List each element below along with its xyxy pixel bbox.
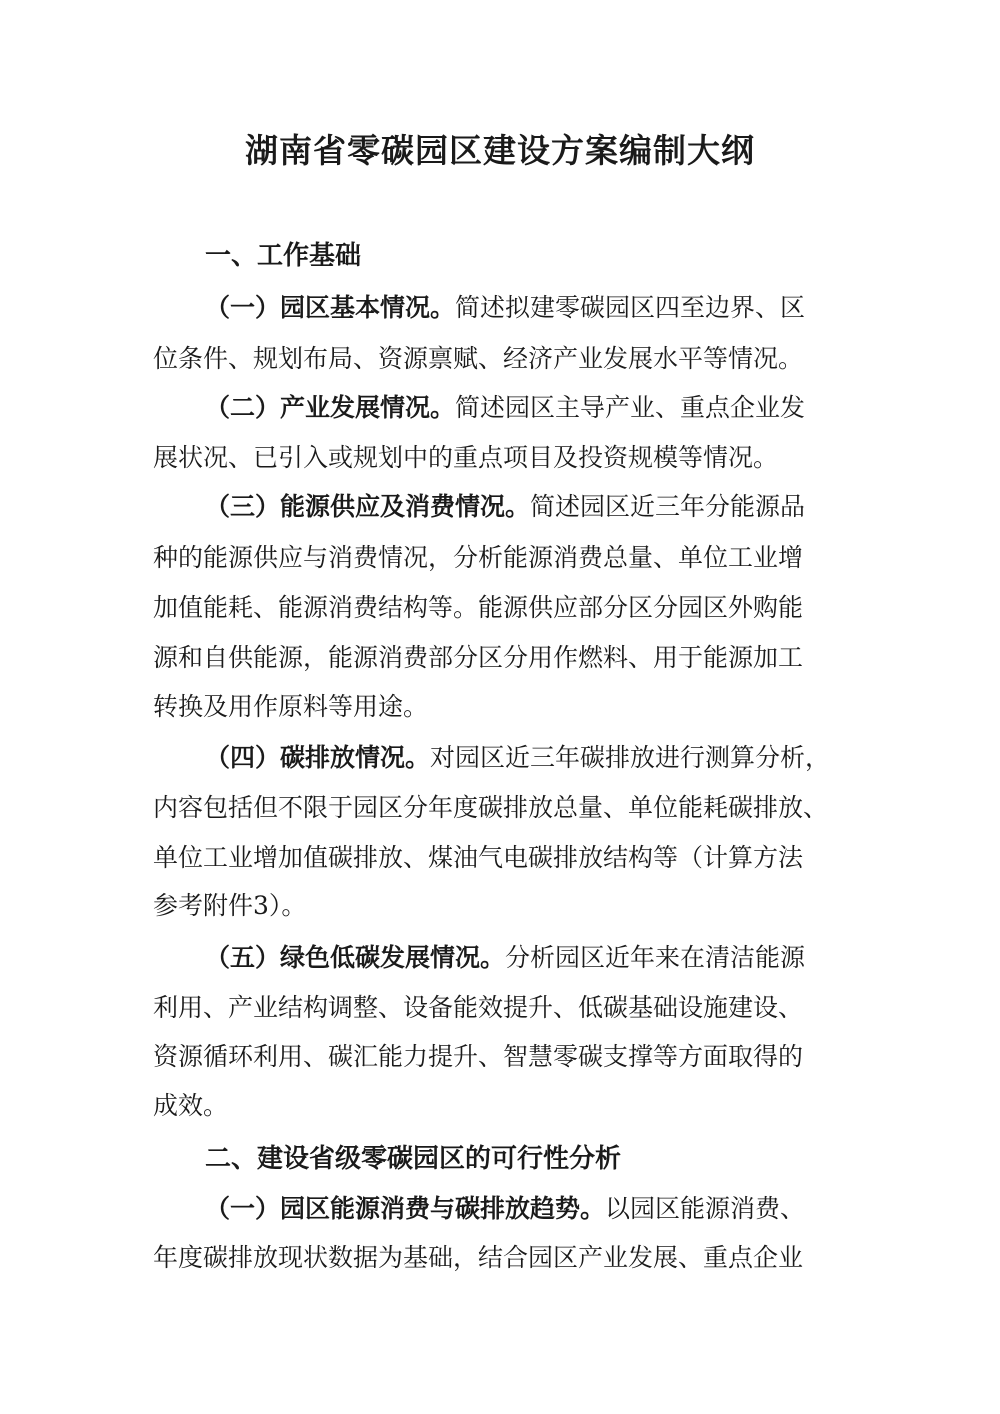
paragraph-label: （四）碳排放情况。: [205, 743, 431, 772]
paragraph-line: 种的能源供应与消费情况，分析能源消费总量、单位工业增: [153, 543, 804, 572]
paragraph-text: 对园区近三年碳排放进行测算分析，: [430, 743, 831, 772]
paragraph-text: 简述园区主导产业、重点企业发: [455, 393, 806, 422]
paragraph-line: 位条件、规划布局、资源禀赋、经济产业发展水平等情况。: [153, 344, 804, 373]
paragraph-line: [205, 388, 805, 428]
paragraph-text: 简述园区近三年分能源品: [530, 492, 806, 521]
paragraph-line: [205, 487, 805, 527]
paragraph-label: （三）能源供应及消费情况。: [205, 492, 531, 521]
paragraph-line: 年度碳排放现状数据为基础，结合园区产业发展、重点企业: [153, 1243, 804, 1272]
paragraph-line: 单位工业增加值碳排放、煤油气电碳排放结构等（计算方法: [153, 843, 804, 872]
paragraph-line: 加值能耗、能源消费结构等。能源供应部分区分园区外购能: [153, 593, 804, 622]
paragraph-line: [205, 738, 830, 778]
paragraph-line: [205, 938, 805, 978]
paragraph-line: 转换及用作原料等用途。: [153, 692, 429, 721]
paragraph-text: 以园区能源消费、: [605, 1194, 806, 1223]
paragraph-label: （一）园区基本情况。: [205, 293, 456, 322]
paragraph-line: 成效。: [153, 1091, 229, 1120]
section-heading-feasibility: 二、建设省级零碳园区的可行性分析: [205, 1144, 622, 1174]
paragraph-line: 资源循环利用、碳汇能力提升、智慧零碳支撑等方面取得的: [153, 1042, 804, 1071]
paragraph-line: 参考附件3）。: [153, 891, 307, 920]
paragraph-text: 分析园区近年来在清洁能源: [505, 943, 806, 972]
paragraph-text: 简述拟建零碳园区四至边界、区: [455, 293, 806, 322]
paragraph-label: （二）产业发展情况。: [205, 393, 456, 422]
paragraph-line: 内容包括但不限于园区分年度碳排放总量、单位能耗碳排放、: [153, 793, 829, 822]
paragraph-line: 源和自供能源，能源消费部分区分用作燃料、用于能源加工: [153, 643, 804, 672]
paragraph-label: （一）园区能源消费与碳排放趋势。: [205, 1194, 606, 1223]
document-title: 湖南省零碳园区建设方案编制大纲: [245, 131, 755, 170]
paragraph-line: 展状况、已引入或规划中的重点项目及投资规模等情况。: [153, 443, 779, 472]
section-heading-work-basis: 一、工作基础: [205, 241, 362, 271]
paragraph-line: 利用、产业结构调整、设备能效提升、低碳基础设施建设、: [153, 993, 804, 1022]
paragraph-label: （五）绿色低碳发展情况。: [205, 943, 506, 972]
paragraph-line: [205, 288, 805, 328]
paragraph-line: [205, 1189, 805, 1229]
